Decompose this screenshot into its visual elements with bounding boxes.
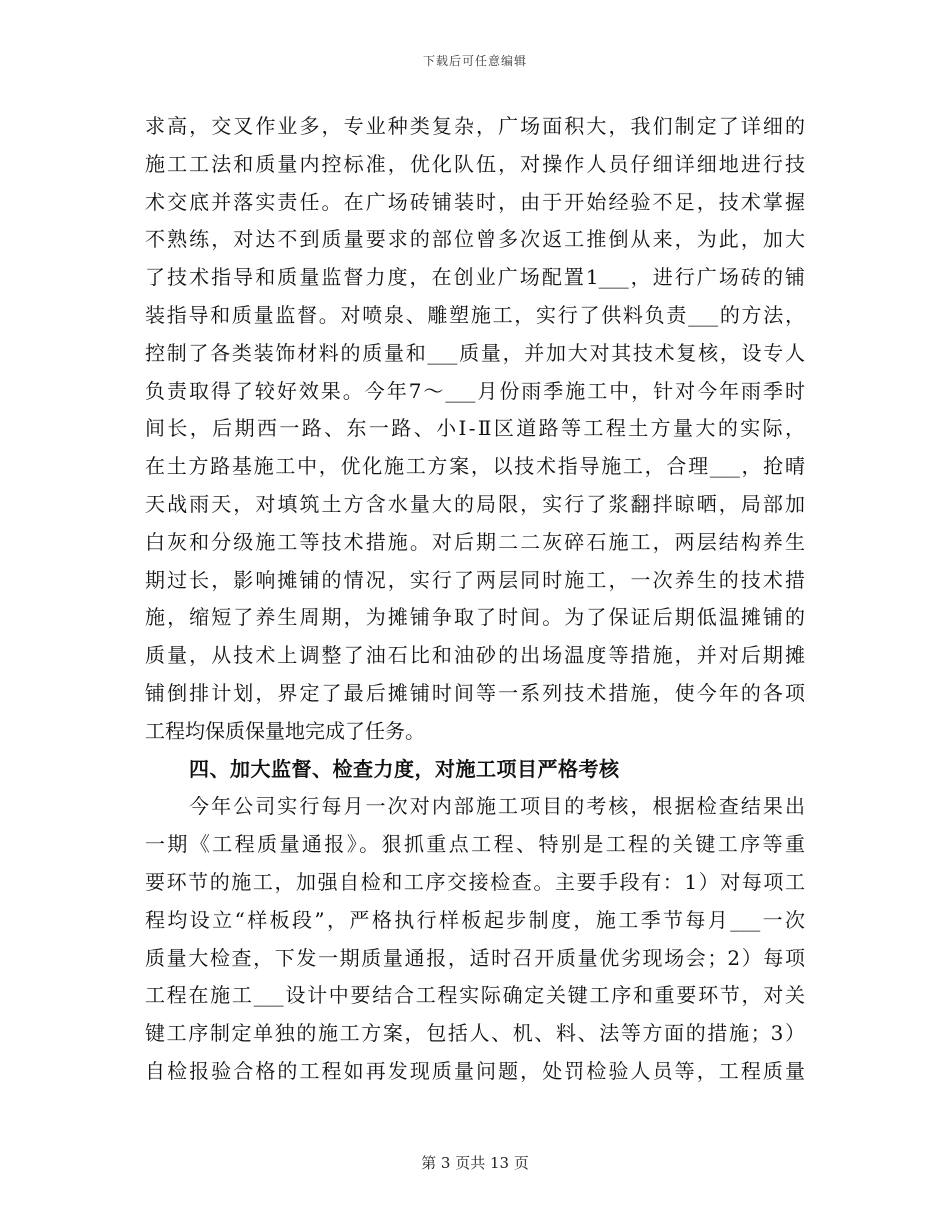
text-line: 控制了各类装饰材料的质量和___质量，并加大对其技术复核，设专人	[145, 340, 805, 365]
text-line: 天战雨天，对填筑土方含水量大的局限，实行了浆翻拌晾晒，局部加	[145, 491, 805, 516]
text-line: 要环节的施工，加强自检和工序交接检查。主要手段有：1）对每项工	[145, 869, 805, 894]
text-line: 程均设立“样板段”，严格执行样板起步制度，施工季节每月___一次	[145, 907, 805, 932]
text-line: 术交底并落实责任。在广场砖铺装时，由于开始经验不足，技术掌握	[145, 189, 805, 214]
document-body	[145, 108, 805, 1091]
text-line: 铺倒排计划，界定了最后摊铺时间等一系列技术措施，使今年的各项	[145, 680, 805, 705]
text-line: 了技术指导和质量监督力度，在创业广场配置1___，进行广场砖的铺	[145, 265, 805, 290]
text-line: 在土方路基施工中，优化施工方案，以技术指导施工，合理___，抢晴	[145, 454, 805, 479]
page-header: 下载后可任意编辑	[422, 54, 527, 68]
page-footer: 第 3 页共 13 页	[421, 1154, 529, 1172]
text-line: 间长，后期西一路、东一路、小Ⅰ-Ⅱ区道路等工程土方量大的实际，	[145, 416, 805, 441]
text-line: 求高，交叉作业多，专业种类复杂，广场面积大，我们制定了详细的	[145, 114, 805, 138]
text-line: 负责取得了较好效果。今年7～___月份雨季施工中，针对今年雨季时	[145, 378, 805, 403]
text-line: 装指导和质量监督。对喷泉、雕塑施工，实行了供料负责___的方法，	[145, 302, 805, 327]
text-line: 一期《工程质量通报》。狠抓重点工程、特别是工程的关键工序等重	[145, 832, 805, 857]
text-line: 键工序制定单独的施工方案，包括人、机、料、法等方面的措施；3）	[145, 1021, 805, 1046]
text-line: 工程在施工___设计中要结合工程实际确定关键工序和重要环节，对关	[145, 983, 805, 1008]
section-heading: 四、加大监督、检查力度，对施工项目严格考核	[189, 756, 620, 781]
text-line: 白灰和分级施工等技术措施。对后期二二灰碎石施工，两层结构养生	[145, 529, 805, 554]
text-line: 期过长，影响摊铺的情况，实行了两层同时施工，一次养生的技术措	[145, 567, 805, 592]
text-line: 质量，从技术上调整了油石比和油砂的出场温度等措施，并对后期摊	[145, 643, 805, 668]
text-line: 今年公司实行每月一次对内部施工项目的考核，根据检查结果出	[189, 794, 805, 819]
text-line: 工程均保质保量地完成了任务。	[145, 718, 425, 743]
text-line: 施工工法和质量内控标准，优化队伍，对操作人员仔细详细地进行技	[145, 151, 805, 176]
text-line: 质量大检查，下发一期质量通报，适时召开质量优劣现场会；2）每项	[145, 945, 805, 970]
text-line: 不熟练，对达不到质量要求的部位曾多次返工推倒从来，为此，加大	[145, 227, 805, 252]
text-line: 施，缩短了养生周期，为摊铺争取了时间。为了保证后期低温摊铺的	[145, 605, 805, 630]
text-line: 自检报验合格的工程如再发现质量问题，处罚检验人员等，工程质量	[145, 1058, 805, 1083]
